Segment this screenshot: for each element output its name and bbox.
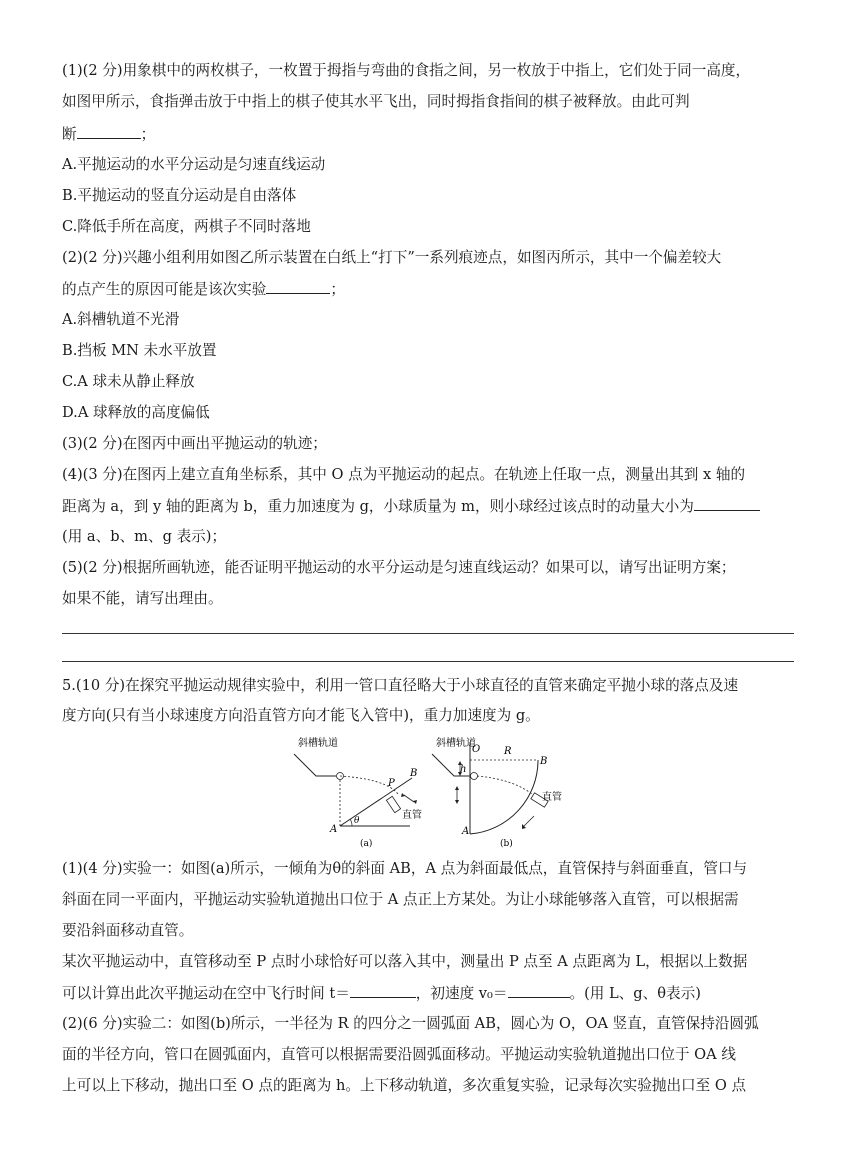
figure-b-label-a: A: [462, 826, 470, 837]
q5-p1-line5-pre: 可以计算出此次平抛运动在空中飞行时间 t＝: [62, 985, 350, 1002]
figure-a-label-a: A: [330, 824, 338, 835]
figure-a-tube: [386, 796, 400, 812]
figure-b-label-o: O: [472, 744, 481, 755]
q4-p3-line1: (3)(2 分)在图丙中画出平抛运动的轨迹；: [62, 435, 327, 452]
q4-p4-line2: [62, 496, 760, 517]
figure-a-tube-label: 直管: [402, 810, 422, 821]
q4-p1-line1: (1)(2 分)用象棋中的两枚棋子，一枚置于拇指与弯曲的食指之间，另一枚放于中指上，它们处于同一高度，: [62, 62, 751, 79]
answer-blank[interactable]: [77, 124, 141, 139]
answer-blank[interactable]: [266, 279, 330, 294]
q5-p1-line4: 某次平抛运动中，直管移动至 P 点时小球恰好可以落入其中，测量出 P 点至 A 点距离为 L，根据以上数据: [62, 953, 748, 970]
q5-p2-line2: 面的半径方向，管口在圆弧面内，直管可以根据需要沿圆弧面移动。平抛运动实验轨道抛出口位于 OA 线: [62, 1046, 736, 1063]
q4-p2-option-a: A.斜槽轨道不光滑: [62, 311, 180, 328]
q5-p1-line1: (1)(4 分)实验一：如图(a)所示，一倾角为θ的斜面 AB，A 点为斜面最低点，直管保持与斜面垂直，管口与: [62, 860, 748, 877]
answer-line[interactable]: [62, 633, 794, 634]
q5-p1-line5-mid: ，初速度 v₀＝: [415, 985, 508, 1002]
q4-p1-option-b: B.平抛运动的竖直分运动是自由落体: [62, 187, 297, 204]
q5-p1-line3: 要沿斜面移动直管。: [62, 922, 194, 939]
q5-p2-line3: 上可以上下移动，抛出口至 O 点的距离为 h。上下移动轨道，多次重复实验，记录每次实验抛出口至 O 点: [62, 1077, 747, 1094]
q4-p2-option-b: B.挡板 MN 未水平放置: [62, 342, 217, 359]
q5-p1-line5: [62, 983, 701, 1004]
q4-p2-option-d: D.A 球释放的高度偏低: [62, 404, 210, 421]
figure-a-label-b: B: [410, 768, 418, 779]
q4-p4-line3: (用 a、b、m、g 表示)；: [62, 528, 227, 545]
q4-p1-line3-post: ；: [140, 126, 156, 143]
q5-p1-line2: 斜面在同一平面内，平抛运动实验轨道抛出口位于 A 点正上方某处。为让小球能够落入直管，可以根据需: [62, 891, 739, 908]
figure-b-label-r: R: [504, 746, 512, 757]
q4-p1-line3-pre: 断: [62, 126, 77, 143]
q5-figure: [286, 734, 586, 852]
q4-p5-line1: (5)(2 分)根据所画轨迹，能否证明平抛运动的水平分运动是匀速直线运动？如果可以，请写出证明方案；: [62, 559, 736, 576]
q4-p2-line2: [62, 279, 345, 300]
figure-b-track-label: 斜槽轨道: [436, 738, 476, 749]
figure-a-label-p: P: [388, 778, 395, 789]
q4-p1-line3: [62, 124, 155, 145]
q4-p2-line2-pre: 的点产生的原因可能是该次实验: [62, 281, 267, 298]
figure-a-caption: (a): [360, 839, 373, 849]
answer-blank[interactable]: [508, 983, 570, 998]
figure-b: [432, 736, 562, 849]
figure-b-tube-label: 直管: [542, 792, 562, 803]
q5-intro-line2: 度方向(只有当小球速度方向沿直管方向才能飞入管中)，重力加速度为 g。: [62, 707, 540, 724]
q4-p2-line1: (2)(2 分)兴趣小组利用如图乙所示装置在白纸上“打下”一系列痕迹点，如图丙所示，其中一个偏差较大: [62, 249, 722, 266]
q4-p4-line2-text: 距离为 a，到 y 轴的距离为 b，重力加速度为 g，小球质量为 m，则小球经过该点时的动量大小为: [62, 498, 694, 515]
figure-b-caption: (b): [500, 839, 513, 849]
answer-line[interactable]: [62, 661, 794, 662]
q4-p5-line2: 如果不能，请写出理由。: [62, 590, 223, 607]
answer-blank[interactable]: [350, 983, 416, 998]
q4-p1-line2: 如图甲所示，食指弹击放于中指上的棋子使其水平飞出，同时拇指食指间的棋子被释放。由此可判: [62, 93, 690, 110]
q5-p1-line5-post: 。(用 L、g、θ表示): [569, 985, 701, 1002]
figure-b-label-b: B: [540, 756, 548, 767]
q5-p2-line1: (2)(6 分)实验二：如图(b)所示，一半径为 R 的四分之一圆弧面 AB，圆心为 O，OA 竖直，直管保持沿圆弧: [62, 1015, 759, 1032]
figure-a: [294, 736, 422, 849]
figure-b-label-h: h: [460, 764, 467, 775]
q5-intro-line1: 5.(10 分)在探究平抛运动规律实验中，利用一管口直径略大于小球直径的直管来确定平抛小球的落点及速: [62, 677, 739, 694]
figure-a-track-label: 斜槽轨道: [298, 738, 338, 749]
q4-p2-option-c: C.A 球未从静止释放: [62, 373, 195, 390]
q4-p2-line2-post: ；: [330, 281, 345, 298]
figure-a-theta: θ: [354, 816, 360, 826]
q4-p1-option-a: A.平抛运动的水平分运动是匀速直线运动: [62, 156, 326, 173]
answer-blank[interactable]: [694, 496, 760, 511]
q4-p4-line1: (4)(3 分)在图丙上建立直角坐标系，其中 O 点为平抛运动的起点。在轨迹上任取一点，测量出其到 x 轴的: [62, 466, 746, 483]
q4-p1-option-c: C.降低手所在高度，两棋子不同时落地: [62, 218, 311, 235]
